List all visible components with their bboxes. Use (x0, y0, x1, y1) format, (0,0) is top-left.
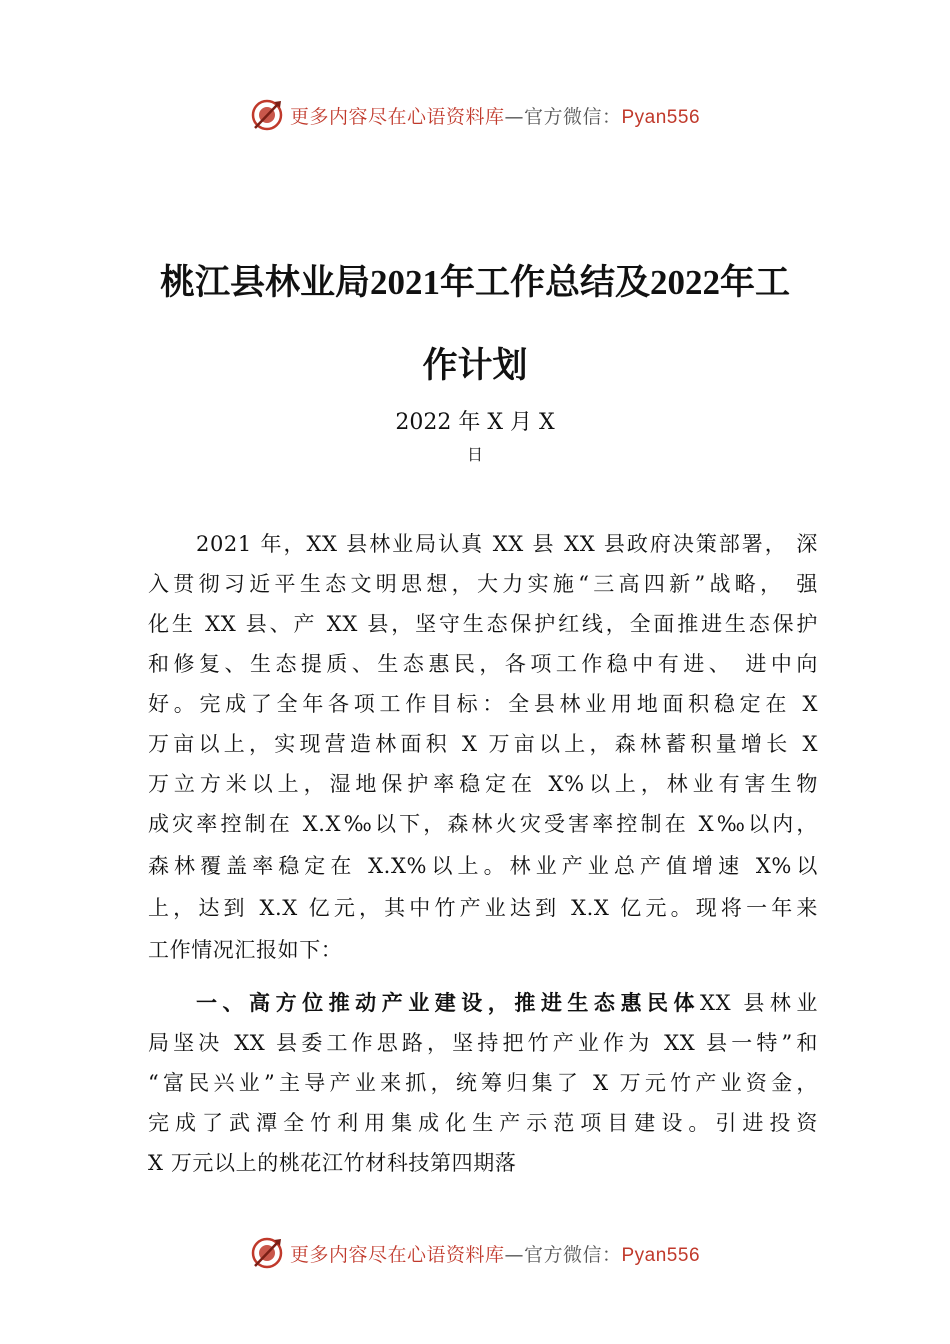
watermark-wechat-id: Pyan556 (621, 1244, 701, 1266)
watermark-separator: —官方微信： (504, 105, 622, 128)
paragraph-line: X 万元以上的桃花江竹材科技第四期落 (148, 1151, 517, 1175)
paragraph-line: 工作情况汇报如下： (148, 938, 343, 962)
paragraph-line: 和修复、生态提质、生态惠民，各项工作稳中有进、 进中向 (148, 652, 818, 676)
paragraph-line: “富民兴业”主导产业来抓，统筹归集了 X 万元竹产业资金， (148, 1071, 818, 1095)
document-title-line2: 作计划 (422, 346, 528, 386)
watermark-text (290, 102, 700, 129)
paragraph-line: 化生 XX 县、产 XX 县，坚守生态保护红线，全面推进生态保护 (148, 612, 818, 636)
section1-first-line (196, 985, 818, 1021)
paragraph-line: 上，达到 X.X 亿元，其中竹产业达到 X.X 亿元。现将一年来 (148, 896, 818, 920)
document-title-line1 (100, 255, 850, 305)
paragraph-line: 2021 年，XX 县林业局认真 XX 县 XX 县政府决策部署， 深 (196, 532, 818, 556)
paragraph-line: 入贯彻习近平生态文明思想，大力实施“三高四新”战略， 强 (148, 572, 818, 596)
title-part1: 桃江县林业局 (159, 263, 370, 303)
paragraph-line: 成灾率控制在 X.X‰以下，森林火灾受害率控制在 X‰以内， (148, 812, 818, 836)
paragraph-line: 局坚决 XX 县委工作思路，坚持把竹产业作为 XX 县一特”和 (148, 1031, 818, 1055)
watermark-brand: 更多内容尽在心语资料库 (289, 1243, 505, 1266)
title-year1: 2021 (369, 263, 440, 302)
watermark-separator: —官方微信： (504, 1243, 622, 1266)
document-date: 2022 年 X 月 X (395, 410, 555, 435)
quill-logo-icon (250, 1236, 284, 1270)
section1-first-rest: XX 县林业 (700, 991, 818, 1015)
paragraph-line: 完成了武潭全竹利用集成化生产示范项目建设。引进投资 (148, 1111, 818, 1135)
title-part2: 年工作总结及 (439, 263, 650, 303)
header-watermark (0, 95, 950, 135)
title-year2: 2022 (650, 263, 720, 302)
watermark-wechat-id: Pyan556 (621, 106, 701, 128)
section1-heading: 一、高方位推动产业建设，推进生态惠民体 (196, 991, 701, 1015)
watermark-text (290, 1240, 700, 1267)
paragraph-line: 万立方米以上，湿地保护率稳定在 X%以上，林业有害生物 (148, 772, 818, 796)
paragraph-line: 万亩以上，实现营造林面积 X 万亩以上，森林蓄积量增长 X (148, 732, 818, 756)
paragraph-line: 好。完成了全年各项工作目标：全县林业用地面积稳定在 X (148, 692, 818, 716)
quill-logo-icon (250, 98, 284, 132)
title-part3: 年工 (720, 263, 791, 303)
paragraph-line: 森林覆盖率稳定在 X.X%以上。林业产业总产值增速 X%以 (148, 854, 818, 878)
watermark-brand: 更多内容尽在心语资料库 (289, 105, 505, 128)
footer-watermark (0, 1233, 950, 1273)
document-date-day: 日 (466, 445, 483, 464)
